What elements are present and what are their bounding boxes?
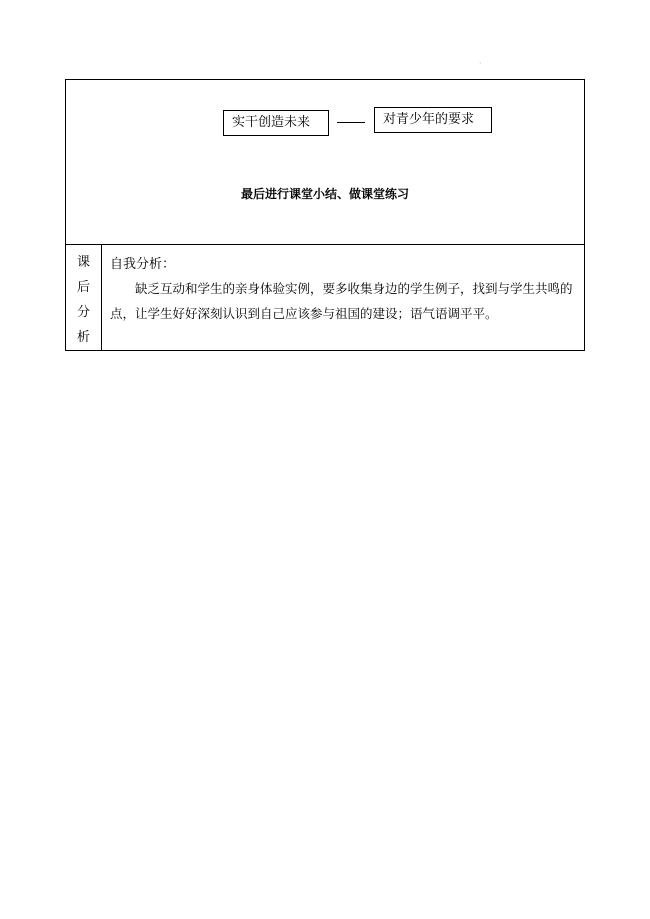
after-class-label: [66, 245, 102, 350]
label-char: 课: [76, 255, 90, 270]
after-class-row: [66, 245, 584, 350]
connector-line: [337, 122, 365, 123]
concept-box-youth-requirements: 对青少年的要求: [374, 107, 492, 133]
summary-text: 最后进行课堂小结、做课堂练习: [240, 187, 409, 201]
teaching-process-cell: [66, 80, 584, 245]
concept-box-future: 实干创造未来: [223, 110, 329, 136]
lesson-table: [65, 79, 585, 351]
self-analysis-text: 缺乏互动和学生的亲身体验实例，要多收集身边的学生例子，找到与学生共鸣的点，让学生好好深刻认识到自己应该参与祖国的建设；语气语调平平。: [110, 281, 573, 321]
label-char: 分: [76, 305, 90, 320]
after-class-content: [102, 245, 584, 350]
label-char: 后: [76, 280, 90, 295]
self-analysis-title: 自我分析：: [110, 257, 176, 272]
page-mark: 、: [479, 58, 486, 65]
label-char: 析: [76, 330, 90, 345]
